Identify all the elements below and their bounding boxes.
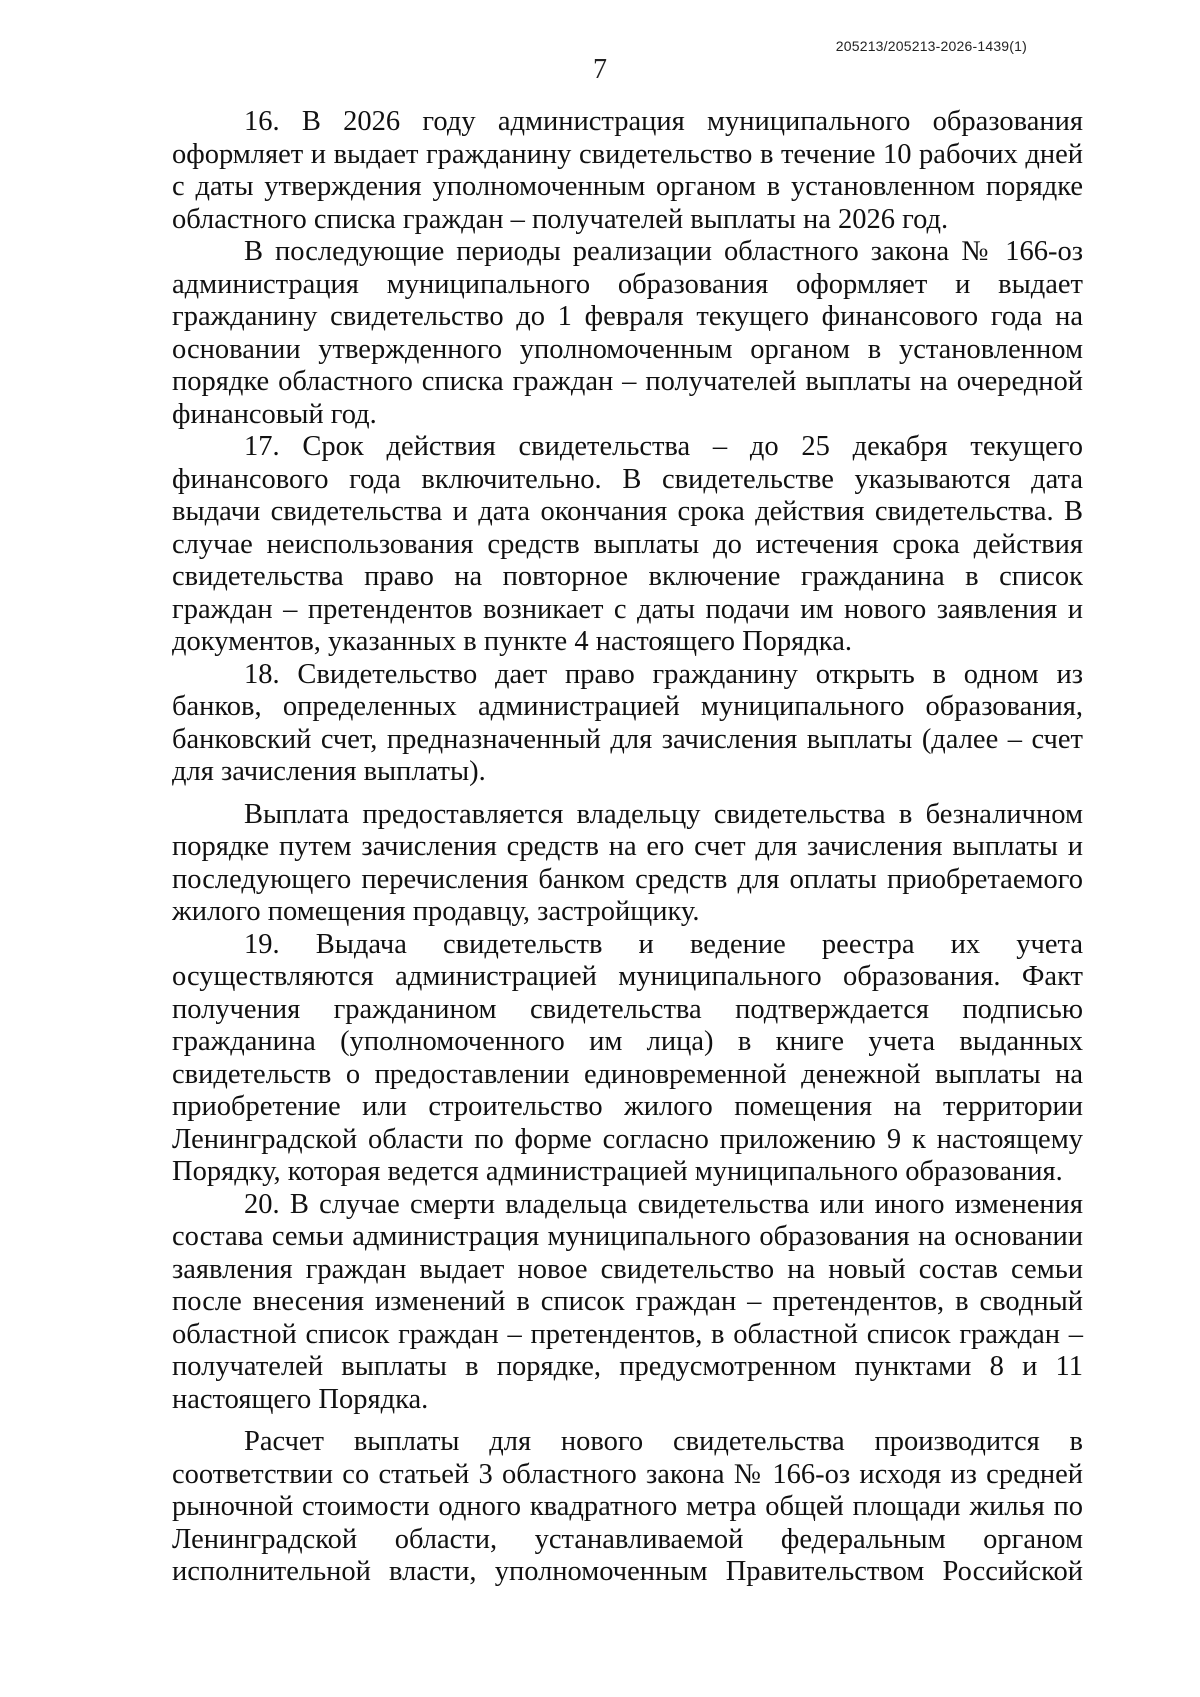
document-id: 205213/205213-2026-1439(1): [835, 38, 1027, 54]
paragraph-16-continued: В последующие периоды реализации областного закона № 166-оз администрация муниципального образования оформляет и выдает гражданину свидетельство до 1 февраля текущего финансового года на основании утвержденного уполномоченным органом в установленном порядке областного списка граждан – получателей выплаты на очередной финансовый год.: [172, 236, 1083, 430]
paragraph-18-continued: Выплата предоставляется владельцу свидетельства в безналичном порядке путем зачисления средств на его счет для зачисления выплаты и последующего перечисления банком средств для оплаты приобретаемого жилого помещения продавцу, застройщику.: [172, 798, 1083, 927]
paragraph-16: 16. В 2026 году администрация муниципального образования оформляет и выдает гражданину свидетельство в течение 10 рабочих дней с даты утверждения уполномоченным органом в установленном порядке областного списка граждан – получателей выплаты на 2026 год.: [172, 106, 1083, 235]
paragraph-20: 20. В случае смерти владельца свидетельства или иного изменения состава семьи администрация муниципального образования на основании заявления граждан выдает новое свидетельство на новый состав семьи после внесения изменений в список граждан – претендентов, в сводный областной список граждан – претендентов, в областной список граждан – получателей выплаты в порядке, предусмотренном пунктами 8 и 11 настоящего Порядка.: [172, 1188, 1083, 1415]
document-body: [172, 106, 1083, 1589]
paragraph-17: 17. Срок действия свидетельства – до 25 декабря текущего финансового года включительно. В свидетельстве указываются дата выдачи свидетельства и дата окончания срока действия свидетельства. В случае неиспользования средств выплаты до истечения срока действия свидетельства право на повторное включение гражданина в список граждан – претендентов возникает с даты подачи им нового заявления и документов, указанных в пункте 4 настоящего Порядка.: [172, 431, 1083, 657]
paragraph-18: 18. Свидетельство дает право гражданину открыть в одном из банков, определенных администрацией муниципального образования, банковский счет, предназначенный для зачисления выплаты (далее – счет для зачисления выплаты).: [172, 658, 1083, 787]
paragraph-19: 19. Выдача свидетельств и ведение реестра их учета осуществляются администрацией муниципального образования. Факт получения гражданином свидетельства подтверждается подписью гражданина (уполномоченного им лица) в книге учета выданных свидетельств о предоставлении единовременной денежной выплаты на приобретение или строительство жилого помещения на территории Ленинградской области по форме согласно приложению 9 к настоящему Порядку, которая ведется администрацией муниципального образования.: [172, 928, 1083, 1187]
paragraph-20-continued: Расчет выплаты для нового свидетельства производится в соответствии со статьей 3 областного закона № 166-оз исходя из средней рыночной стоимости одного квадратного метра общей площади жилья по Ленинградской области, устанавливаемой федеральным органом исполнительной власти, уполномоченным Правительством Российской: [172, 1426, 1083, 1587]
page-number: 7: [593, 54, 607, 85]
